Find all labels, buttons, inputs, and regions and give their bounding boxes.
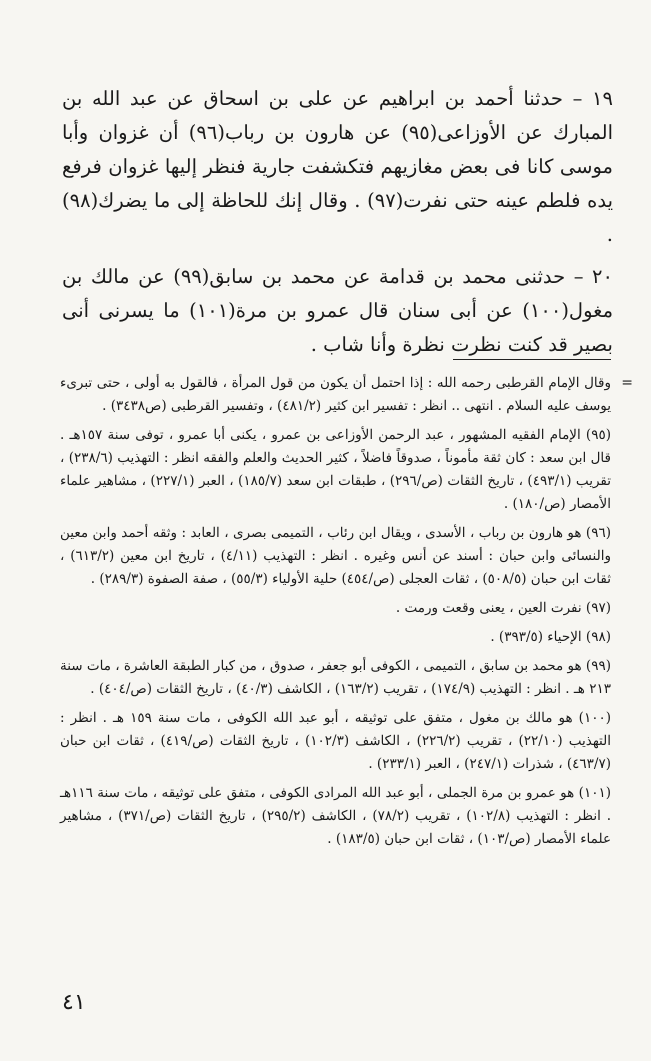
page-number: ٤١ xyxy=(62,990,86,1015)
footnote-97: (٩٧) نفرت العين ، يعنى وقعت ورمت . xyxy=(395,600,611,616)
footnote-99: (٩٩) هو محمد بن سابق ، التميمى ، الكوفى أبو جعفر ، صدوق ، من كبار الطبقة العاشرة ، مات سنة ٢١٣ هـ . انظر : التهذيب (١٧٤/٩) ، تقريب (١٦٣/٢) ، الكاشف (٤٠/٣) ، تاريخ الثقات (ص/٤٠٤) . xyxy=(60,658,611,697)
footnotes xyxy=(60,372,633,857)
footnote-100: (١٠٠) هو مالك بن مغول ، متفق على توثيقه ، أبو عبد الله الكوفى ، مات سنة ١٥٩ هـ . انظر : التهذيب (٢٢/١٠) ، تقريب (٢٢٦/٢) ، الكاشف (١٠٢/٣) ، تاريخ الثقات (ص/٤١٩) ، ثقات ابن حبان (٤٦٣/٧) ، شذرات (٢٤٧/١) ، العبر (٢٣٣/١) . xyxy=(60,710,611,772)
footnote-101: (١٠١) هو عمرو بن مرة الجملى ، أبو عبد الله المرادى الكوفى ، متفق على توثيقه ، مات سنة ١١٦هـ . انظر : التهذيب (١٠٢/٨) ، تقريب (٧٨/٢) ، الكاشف (٢٩٥/٢) ، تاريخ الثقات (ص/٣٧١) ، مشاهير علماء الأمصار (ص/١٠٣) ، ثقات ابن حبان (١٨٣/٥) . xyxy=(60,785,611,847)
footnote-text: وقال الإمام القرطبى رحمه الله : إذا احتمل أن يكون من قول المرأة ، فالقول به أولى ، حتى تبرىء يوسف عليه السلام . انتهى .. انظر : تفسير ابن كثير (٤٨١/٢) ، وتفسير القرطبى (ص٣٤٣٨) . xyxy=(60,375,611,414)
footnote-96: (٩٦) هو هارون بن رباب ، الأسدى ، ويقال ابن رئاب ، التميمى بصرى ، العابد : وثقه أحمد وابن معين والنسائى وابن حبان : أسند عن أنس وغيره . انظر : التهذيب (٤/١١) ، تاريخ ابن معين (٦١٣/٢) ، ثقات ابن حبان (٥٠٨/٥) ، ثقات العجلى (ص/٤٥٤) حلية الأولياء (٥٥/٣) ، صفة الصفوة (٢٨٩/٣) . xyxy=(60,525,611,587)
continuation-mark: = xyxy=(621,375,633,391)
hadith-19-paragraph: ١٩ – حدثنا أحمد بن ابراهيم عن على بن اسحاق عن عبد الله بن المبارك عن الأوزاعى(٩٥) عن هارون بن رباب(٩٦) أن غزوان وأبا موسى كانا فى بعض مغازيهم فتكشفت جارية فنظر إليها غزوان فرفع يده فلطم عينه حتى نفرت(٩٧) . وقال إنك للحاظة إلى ما يضرك(٩٨) . xyxy=(62,87,613,246)
footnote-98: (٩٨) الإحياء (٣٩٣/٥) . xyxy=(490,629,611,645)
footnote-95: (٩٥) الإمام الفقيه المشهور ، عبد الرحمن الأوزاعى بن عمرو ، يكنى أبا عمرو ، توفى سنة ١٥٧هـ . قال ابن سعد : كان ثقة مأموناً ، صدوقاً فاضلاً ، كثير الحديث والعلم والفقه انظر : التهذيب (٢٣٨/٦) ، تقريب (٤٩٣/١) ، تاريخ الثقات (ص/٢٩٦) ، طبقات ابن سعد (١٨٥/٧) ، العبر (٢٢٧/١) ، مشاهير علماء الأمصار (ص/١٨٠) . xyxy=(60,427,611,512)
main-text xyxy=(62,82,613,368)
footnote-separator xyxy=(453,359,611,360)
hadith-20-paragraph: ٢٠ – حدثنى محمد بن قدامة عن محمد بن سابق(٩٩) عن مالك بن مغول(١٠٠) عن أبى سنان قال عمرو بن مرة(١٠١) ما يسرنى أنى بصير قد كنت نظرت نظرة وأنا شاب . xyxy=(62,265,614,356)
footnote-continuation xyxy=(60,372,633,418)
